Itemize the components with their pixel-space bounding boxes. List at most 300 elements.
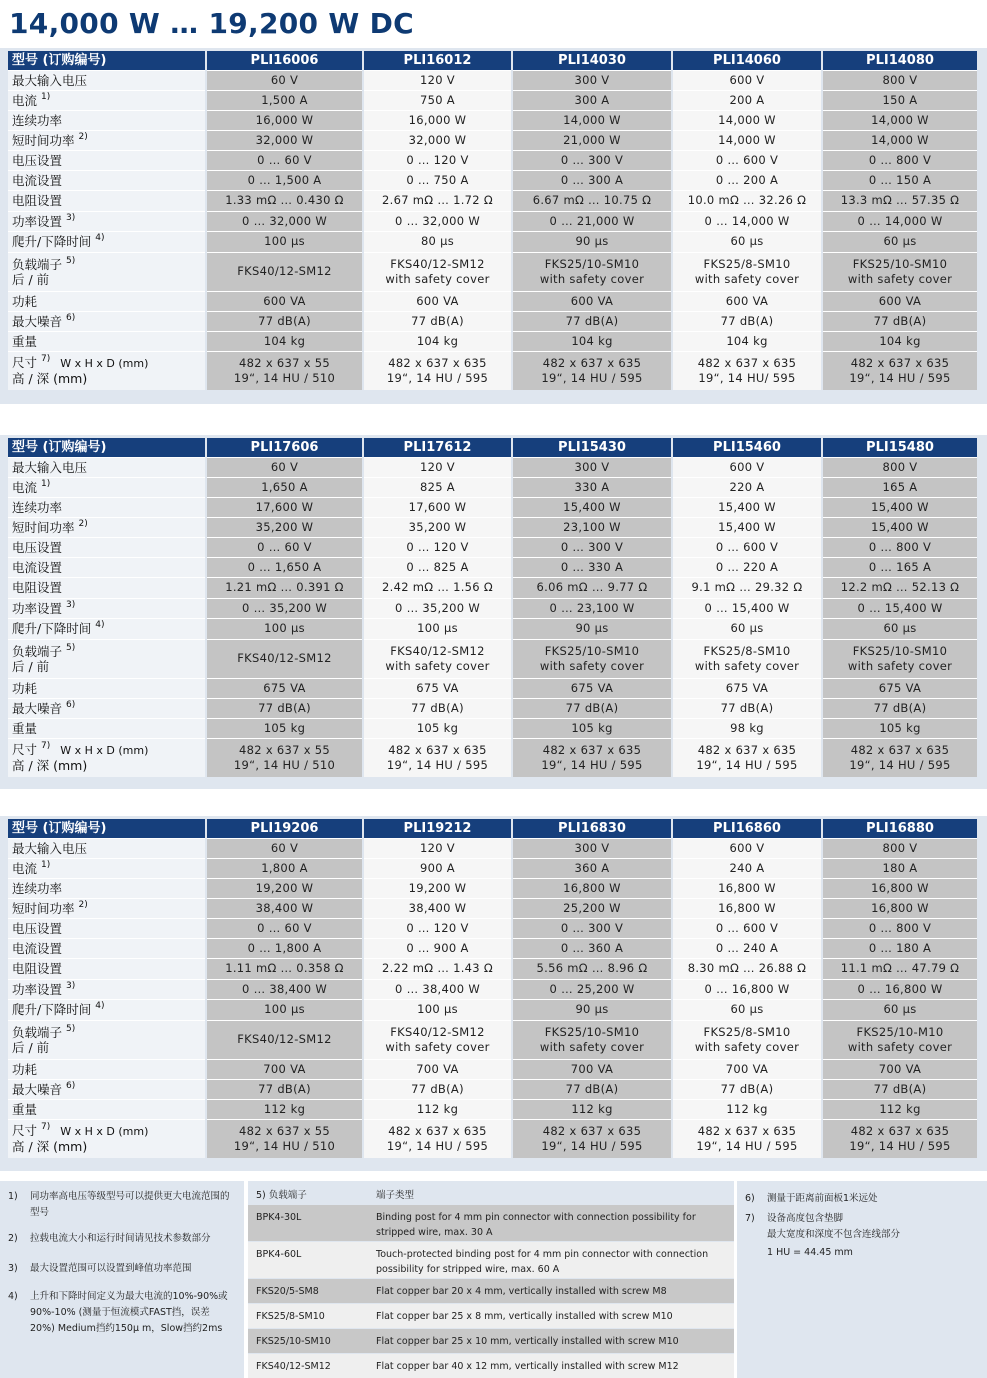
spec-cell: 482 x 637 x 635 19“, 14 HU / 595 [512,1119,672,1158]
spec-cell: 482 x 637 x 635 19“, 14 HU / 595 [363,1119,512,1158]
spec-cell: 105 kg [512,718,672,738]
spec-cell: 60 µs [672,999,822,1020]
spec-cell: 21,000 W [512,130,672,150]
spec-cell: 0 … 60 V [206,918,363,938]
spec-row [8,858,977,878]
spec-cell: 38,400 W [363,898,512,918]
spec-cell: 14,000 W [822,130,977,150]
spec-cell: 12.2 mΩ … 52.13 Ω [822,577,977,598]
row-label: 电流 $^{1)}$ [8,858,206,878]
spec-cell: 180 A [822,858,977,878]
row-label: 短时间功率 $^{2)}$ [8,898,206,918]
spec-cell: 0 … 120 V [363,537,512,557]
spec-cell: 0 … 750 A [363,170,512,190]
spec-cell: 11.1 mΩ … 47.79 Ω [822,958,977,979]
spec-cell: 1,650 A [206,477,363,497]
spec-cell: 0 … 25,200 W [512,979,672,999]
spec-cell: 112 kg [206,1099,363,1119]
spec-cell: 32,000 W [206,130,363,150]
row-label: 尺寸 $^{7)}$ W x H x D (mm) 高 / 深 (mm) [8,1119,206,1158]
spec-cell: 600 VA [512,291,672,311]
spec-cell: 0 … 23,100 W [512,598,672,618]
row-label: 短时间功率 $^{2)}$ [8,517,206,537]
spec-cell: 90 µs [512,999,672,1020]
spec-cell: 482 x 637 x 635 19“, 14 HU / 595 [822,1119,977,1158]
row-label: 负载端子 $^{5)}$ 后 / 前 [8,252,206,291]
model-header: PLI16880 [822,819,977,838]
header-row [8,438,977,457]
spec-cell: 25,200 W [512,898,672,918]
spec-cell: 700 VA [822,1059,977,1079]
spec-cell: 100 µs [206,618,363,639]
spec-cell: 0 … 60 V [206,537,363,557]
spec-row [8,838,977,858]
spec-cell: 0 … 38,400 W [363,979,512,999]
spec-row [8,1119,977,1158]
spec-row [8,938,977,958]
spec-table-2 [8,438,977,777]
spec-cell: FKS40/12-SM12 with safety cover [363,252,512,291]
spec-row [8,598,977,618]
spec-cell: 0 … 120 V [363,918,512,938]
spec-cell: 100 µs [206,231,363,252]
spec-cell: 77 dB(A) [206,698,363,718]
spec-cell: 104 kg [822,331,977,351]
spec-cell: 600 V [672,838,822,858]
spec-cell: FKS25/10-SM10 with safety cover [512,252,672,291]
spec-row [8,999,977,1020]
spec-cell: 482 x 637 x 55 19“, 14 HU / 510 [206,351,363,390]
row-label: 电流设置 [8,170,206,190]
spec-row [8,678,977,698]
spec-row [8,918,977,938]
spec-cell: 600 V [672,457,822,477]
spec-cell: 2.22 mΩ … 1.43 Ω [363,958,512,979]
spec-cell: 0 … 300 A [512,170,672,190]
model-header: PLI17606 [206,438,363,457]
row-label: 重量 [8,718,206,738]
spec-cell: 104 kg [672,331,822,351]
spec-cell: 482 x 637 x 635 19“, 14 HU / 595 [363,738,512,777]
spec-cell: 15,400 W [672,517,822,537]
spec-cell: 0 … 1,800 A [206,938,363,958]
spec-row [8,211,977,231]
spec-cell: 32,000 W [363,130,512,150]
spec-row [8,311,977,331]
spec-table-1-block [0,48,987,404]
spec-cell: 0 … 900 A [363,938,512,958]
spec-cell: 0 … 165 A [822,557,977,577]
row-label: 型号 (订购编号) [8,438,206,457]
spec-cell: 0 … 60 V [206,150,363,170]
spec-cell: 750 A [363,90,512,110]
row-label: 型号 (订购编号) [8,51,206,70]
spec-cell: 675 VA [363,678,512,698]
spec-cell: 14,000 W [822,110,977,130]
spec-cell: 19,200 W [363,878,512,898]
spec-cell: 77 dB(A) [512,1079,672,1099]
row-label: 功耗 [8,291,206,311]
spec-cell: FKS25/10-SM10 with safety cover [822,639,977,678]
row-label: 最大噪音 $^{6)}$ [8,1079,206,1099]
row-label: 尺寸 $^{7)}$ W x H x D (mm) 高 / 深 (mm) [8,738,206,777]
spec-cell: 482 x 637 x 635 19“, 14 HU / 595 [672,738,822,777]
spec-cell: 60 µs [822,618,977,639]
spec-cell: 800 V [822,838,977,858]
spec-row [8,979,977,999]
spec-cell: 482 x 637 x 55 19“, 14 HU / 510 [206,738,363,777]
spec-cell: 675 VA [672,678,822,698]
spec-cell: 0 … 800 V [822,150,977,170]
spec-cell: 77 dB(A) [363,698,512,718]
terminal-row: BPK4-60L Touch-protected binding post for 4 mm pin connector with connection possibility for stripped wire, max. 60 A [248,1242,734,1278]
spec-cell: 0 … 300 V [512,918,672,938]
spec-cell: 1,800 A [206,858,363,878]
spec-cell: 700 VA [206,1059,363,1079]
page-title: 14,000 W … 19,200 W DC [9,7,414,40]
row-label: 功率设置 $^{3)}$ [8,211,206,231]
model-header: PLI16006 [206,51,363,70]
spec-cell: 23,100 W [512,517,672,537]
spec-cell: 112 kg [672,1099,822,1119]
spec-cell: 60 V [206,457,363,477]
spec-cell: 1,500 A [206,90,363,110]
spec-cell: 104 kg [206,331,363,351]
spec-cell: 0 … 38,400 W [206,979,363,999]
spec-cell: 220 A [672,477,822,497]
spec-cell: 60 µs [822,231,977,252]
spec-cell: 0 … 300 V [512,537,672,557]
spec-cell: 10.0 mΩ … 32.26 Ω [672,190,822,211]
spec-cell: FKS40/12-SM12 [206,1020,363,1059]
spec-row [8,898,977,918]
row-label: 爬升/下降时间 $^{4)}$ [8,618,206,639]
spec-cell: 9.1 mΩ … 29.32 Ω [672,577,822,598]
spec-row [8,537,977,557]
spec-cell: 14,000 W [672,130,822,150]
spec-cell: 100 µs [363,999,512,1020]
terminal-row: BPK4-30L Binding post for 4 mm pin connector with connection possibility for stripped wire, max. 30 A [248,1205,734,1241]
spec-cell: FKS25/10-SM10 with safety cover [822,252,977,291]
spec-cell: 482 x 637 x 635 19“, 14 HU / 595 [822,738,977,777]
spec-cell: 77 dB(A) [672,1079,822,1099]
spec-cell: 5.56 mΩ … 8.96 Ω [512,958,672,979]
spec-table-1 [8,51,977,390]
spec-cell: 35,200 W [206,517,363,537]
spec-cell: 482 x 637 x 635 19“, 14 HU / 595 [822,351,977,390]
spec-cell: 35,200 W [363,517,512,537]
spec-cell: 16,800 W [672,898,822,918]
spec-cell: FKS25/10-SM10 with safety cover [512,639,672,678]
spec-cell: 0 … 21,000 W [512,211,672,231]
row-label: 电压设置 [8,537,206,557]
spec-row [8,1079,977,1099]
row-label: 功耗 [8,1059,206,1079]
spec-row [8,878,977,898]
spec-cell: 77 dB(A) [512,311,672,331]
spec-cell: 0 … 800 V [822,918,977,938]
spec-cell: 16,800 W [822,878,977,898]
model-header: PLI14080 [822,51,977,70]
spec-cell: 800 V [822,457,977,477]
row-label: 电流 $^{1)}$ [8,90,206,110]
spec-cell: FKS25/10-SM10 with safety cover [512,1020,672,1059]
spec-cell: 16,000 W [363,110,512,130]
row-label: 负载端子 $^{5)}$ 后 / 前 [8,639,206,678]
row-label: 最大噪音 $^{6)}$ [8,698,206,718]
spec-row [8,738,977,777]
spec-cell: 675 VA [512,678,672,698]
row-label: 电流设置 [8,938,206,958]
spec-cell: 60 V [206,70,363,90]
spec-cell: 482 x 637 x 635 19“, 14 HU/ 595 [672,351,822,390]
spec-cell: FKS40/12-SM12 with safety cover [363,639,512,678]
spec-row [8,150,977,170]
row-label: 连续功率 [8,878,206,898]
spec-cell: 77 dB(A) [672,311,822,331]
spec-cell: 482 x 637 x 635 19“, 14 HU / 595 [672,1119,822,1158]
spec-cell: 17,600 W [206,497,363,517]
spec-cell: 112 kg [363,1099,512,1119]
spec-row [8,130,977,150]
spec-cell: 482 x 637 x 635 19“, 14 HU / 595 [363,351,512,390]
spec-row [8,110,977,130]
spec-row [8,618,977,639]
spec-cell: 0 … 360 A [512,938,672,958]
spec-cell: 0 … 32,000 W [363,211,512,231]
spec-cell: 0 … 600 V [672,537,822,557]
spec-cell: 360 A [512,858,672,878]
row-label: 电压设置 [8,150,206,170]
spec-cell: 14,000 W [512,110,672,130]
row-label: 连续功率 [8,110,206,130]
terminal-row: FKS40/12-SM12 Flat copper bar 40 x 12 mm, vertically installed with screw M12 [248,1354,734,1378]
terminal-row: FKS25/10-SM10 Flat copper bar 25 x 10 mm, vertically installed with screw M10 [248,1329,734,1353]
spec-row [8,718,977,738]
spec-cell: 77 dB(A) [822,1079,977,1099]
terminal-type-table [248,1181,734,1378]
spec-cell: 60 V [206,838,363,858]
spec-cell: 16,000 W [206,110,363,130]
spec-cell: 0 … 35,200 W [206,598,363,618]
spec-cell: FKS40/12-SM12 [206,252,363,291]
spec-cell: 14,000 W [672,110,822,130]
spec-cell: FKS40/12-SM12 [206,639,363,678]
spec-row [8,577,977,598]
spec-cell: 19,200 W [206,878,363,898]
spec-cell: 90 µs [512,231,672,252]
terminal-row: FKS20/5-SM8 Flat copper bar 20 x 4 mm, vertically installed with screw M8 [248,1279,734,1303]
row-label: 爬升/下降时间 $^{4)}$ [8,999,206,1020]
spec-table-3 [8,819,977,1158]
spec-row [8,497,977,517]
spec-cell: 700 VA [363,1059,512,1079]
spec-row [8,231,977,252]
spec-cell: 0 … 1,650 A [206,557,363,577]
row-label: 电阻设置 [8,190,206,211]
spec-row [8,1099,977,1119]
spec-cell: FKS40/12-SM12 with safety cover [363,1020,512,1059]
spec-cell: 0 … 180 A [822,938,977,958]
spec-cell: 300 V [512,838,672,858]
spec-cell: 2.67 mΩ … 1.72 Ω [363,190,512,211]
spec-cell: 0 … 600 V [672,150,822,170]
spec-row [8,90,977,110]
spec-row [8,557,977,577]
spec-cell: 6.67 mΩ … 10.75 Ω [512,190,672,211]
spec-cell: 0 … 800 V [822,537,977,557]
row-label: 负载端子 $^{5)}$ 后 / 前 [8,1020,206,1059]
spec-cell: 300 V [512,70,672,90]
spec-cell: 112 kg [512,1099,672,1119]
spec-row [8,331,977,351]
spec-cell: 13.3 mΩ … 57.35 Ω [822,190,977,211]
model-header: PLI19212 [363,819,512,838]
spec-cell: 6.06 mΩ … 9.77 Ω [512,577,672,598]
spec-cell: FKS25/8-SM10 with safety cover [672,639,822,678]
model-header: PLI15430 [512,438,672,457]
spec-cell: 600 VA [672,291,822,311]
row-label: 电流 $^{1)}$ [8,477,206,497]
row-label: 连续功率 [8,497,206,517]
spec-cell: 60 µs [672,231,822,252]
spec-cell: 150 A [822,90,977,110]
row-label: 最大输入电压 [8,457,206,477]
spec-cell: 16,800 W [512,878,672,898]
spec-cell: FKS25/8-SM10 with safety cover [672,252,822,291]
spec-row [8,252,977,291]
spec-cell: 77 dB(A) [206,311,363,331]
spec-cell: 0 … 240 A [672,938,822,958]
spec-cell: 38,400 W [206,898,363,918]
spec-cell: 300 A [512,90,672,110]
spec-cell: 482 x 637 x 635 19“, 14 HU / 595 [512,738,672,777]
row-label: 电压设置 [8,918,206,938]
spec-cell: 200 A [672,90,822,110]
spec-row [8,351,977,390]
spec-cell: 90 µs [512,618,672,639]
spec-cell: 105 kg [363,718,512,738]
model-header: PLI15480 [822,438,977,457]
model-header: PLI14030 [512,51,672,70]
spec-cell: 98 kg [672,718,822,738]
spec-row [8,1020,977,1059]
spec-cell: 240 A [672,858,822,878]
spec-cell: 77 dB(A) [363,311,512,331]
row-label: 尺寸 $^{7)}$ W x H x D (mm) 高 / 深 (mm) [8,351,206,390]
spec-cell: 77 dB(A) [206,1079,363,1099]
spec-table-2-block [0,435,987,789]
model-header: PLI16012 [363,51,512,70]
spec-cell: 60 µs [672,618,822,639]
spec-cell: 0 … 15,400 W [672,598,822,618]
spec-row [8,1059,977,1079]
spec-cell: 105 kg [206,718,363,738]
spec-row [8,698,977,718]
spec-cell: 0 … 15,400 W [822,598,977,618]
spec-cell: FKS25/10-M10 with safety cover [822,1020,977,1059]
row-label: 最大输入电压 [8,838,206,858]
spec-cell: 0 … 330 A [512,557,672,577]
spec-row [8,639,977,678]
header-row [8,51,977,70]
spec-row [8,170,977,190]
spec-cell: 330 A [512,477,672,497]
spec-cell: 600 VA [206,291,363,311]
header-row [8,819,977,838]
spec-cell: 900 A [363,858,512,878]
spec-cell: 0 … 1,500 A [206,170,363,190]
spec-cell: 100 µs [363,618,512,639]
spec-cell: 0 … 14,000 W [672,211,822,231]
terminal-col1-header: 5) 负载端子 [256,1190,307,1201]
model-header: PLI17612 [363,438,512,457]
spec-cell: 15,400 W [512,497,672,517]
spec-cell: 60 µs [822,999,977,1020]
spec-cell: 104 kg [512,331,672,351]
row-label: 短时间功率 $^{2)}$ [8,130,206,150]
spec-cell: 0 … 825 A [363,557,512,577]
row-label: 功耗 [8,678,206,698]
spec-cell: 15,400 W [822,497,977,517]
spec-cell: 120 V [363,457,512,477]
spec-cell: 16,800 W [672,878,822,898]
spec-row [8,291,977,311]
spec-cell: 0 … 600 V [672,918,822,938]
spec-cell: 675 VA [206,678,363,698]
spec-cell: 800 V [822,70,977,90]
row-label: 最大输入电压 [8,70,206,90]
footnotes-left: 1) 同功率高电压等级型号可以提供更大电流范围的型号 2) 拉载电流大小和运行时间请见技术参数部分 3) 最大设置范围可以设置到峰值功率范围 4) 上升和下降时间定义为最大电流的10%-90%或90%-10% (测量于恒流模式FAST挡，误差20%) Medium挡约150μ m，Slow挡约2ms [0,1181,244,1378]
row-label: 最大噪音 $^{6)}$ [8,311,206,331]
spec-cell: 0 … 16,800 W [672,979,822,999]
model-header: PLI15460 [672,438,822,457]
spec-cell: 17,600 W [363,497,512,517]
spec-row [8,70,977,90]
spec-cell: 675 VA [822,678,977,698]
spec-cell: 120 V [363,70,512,90]
spec-row [8,457,977,477]
spec-row [8,190,977,211]
model-header: PLI16860 [672,819,822,838]
spec-table-3-block [0,816,987,1171]
spec-cell: 77 dB(A) [672,698,822,718]
row-label: 功率设置 $^{3)}$ [8,979,206,999]
spec-cell: 0 … 35,200 W [363,598,512,618]
spec-cell: 15,400 W [822,517,977,537]
spec-cell: 600 VA [822,291,977,311]
row-label: 电流设置 [8,557,206,577]
spec-cell: 482 x 637 x 635 19“, 14 HU / 595 [512,351,672,390]
spec-cell: FKS25/8-SM10 with safety cover [672,1020,822,1059]
spec-cell: 77 dB(A) [363,1079,512,1099]
spec-cell: 0 … 300 V [512,150,672,170]
spec-cell: 600 VA [363,291,512,311]
spec-cell: 2.42 mΩ … 1.56 Ω [363,577,512,598]
spec-cell: 165 A [822,477,977,497]
spec-cell: 100 µs [206,999,363,1020]
spec-cell: 300 V [512,457,672,477]
spec-cell: 1.21 mΩ … 0.391 Ω [206,577,363,598]
row-label: 电阻设置 [8,577,206,598]
spec-cell: 0 … 16,800 W [822,979,977,999]
spec-cell: 120 V [363,838,512,858]
spec-cell: 1.33 mΩ … 0.430 Ω [206,190,363,211]
spec-cell: 77 dB(A) [822,698,977,718]
spec-cell: 482 x 637 x 55 19“, 14 HU / 510 [206,1119,363,1158]
spec-cell: 0 … 200 A [672,170,822,190]
terminal-row: FKS25/8-SM10 Flat copper bar 25 x 8 mm, vertically installed with screw M10 [248,1304,734,1328]
